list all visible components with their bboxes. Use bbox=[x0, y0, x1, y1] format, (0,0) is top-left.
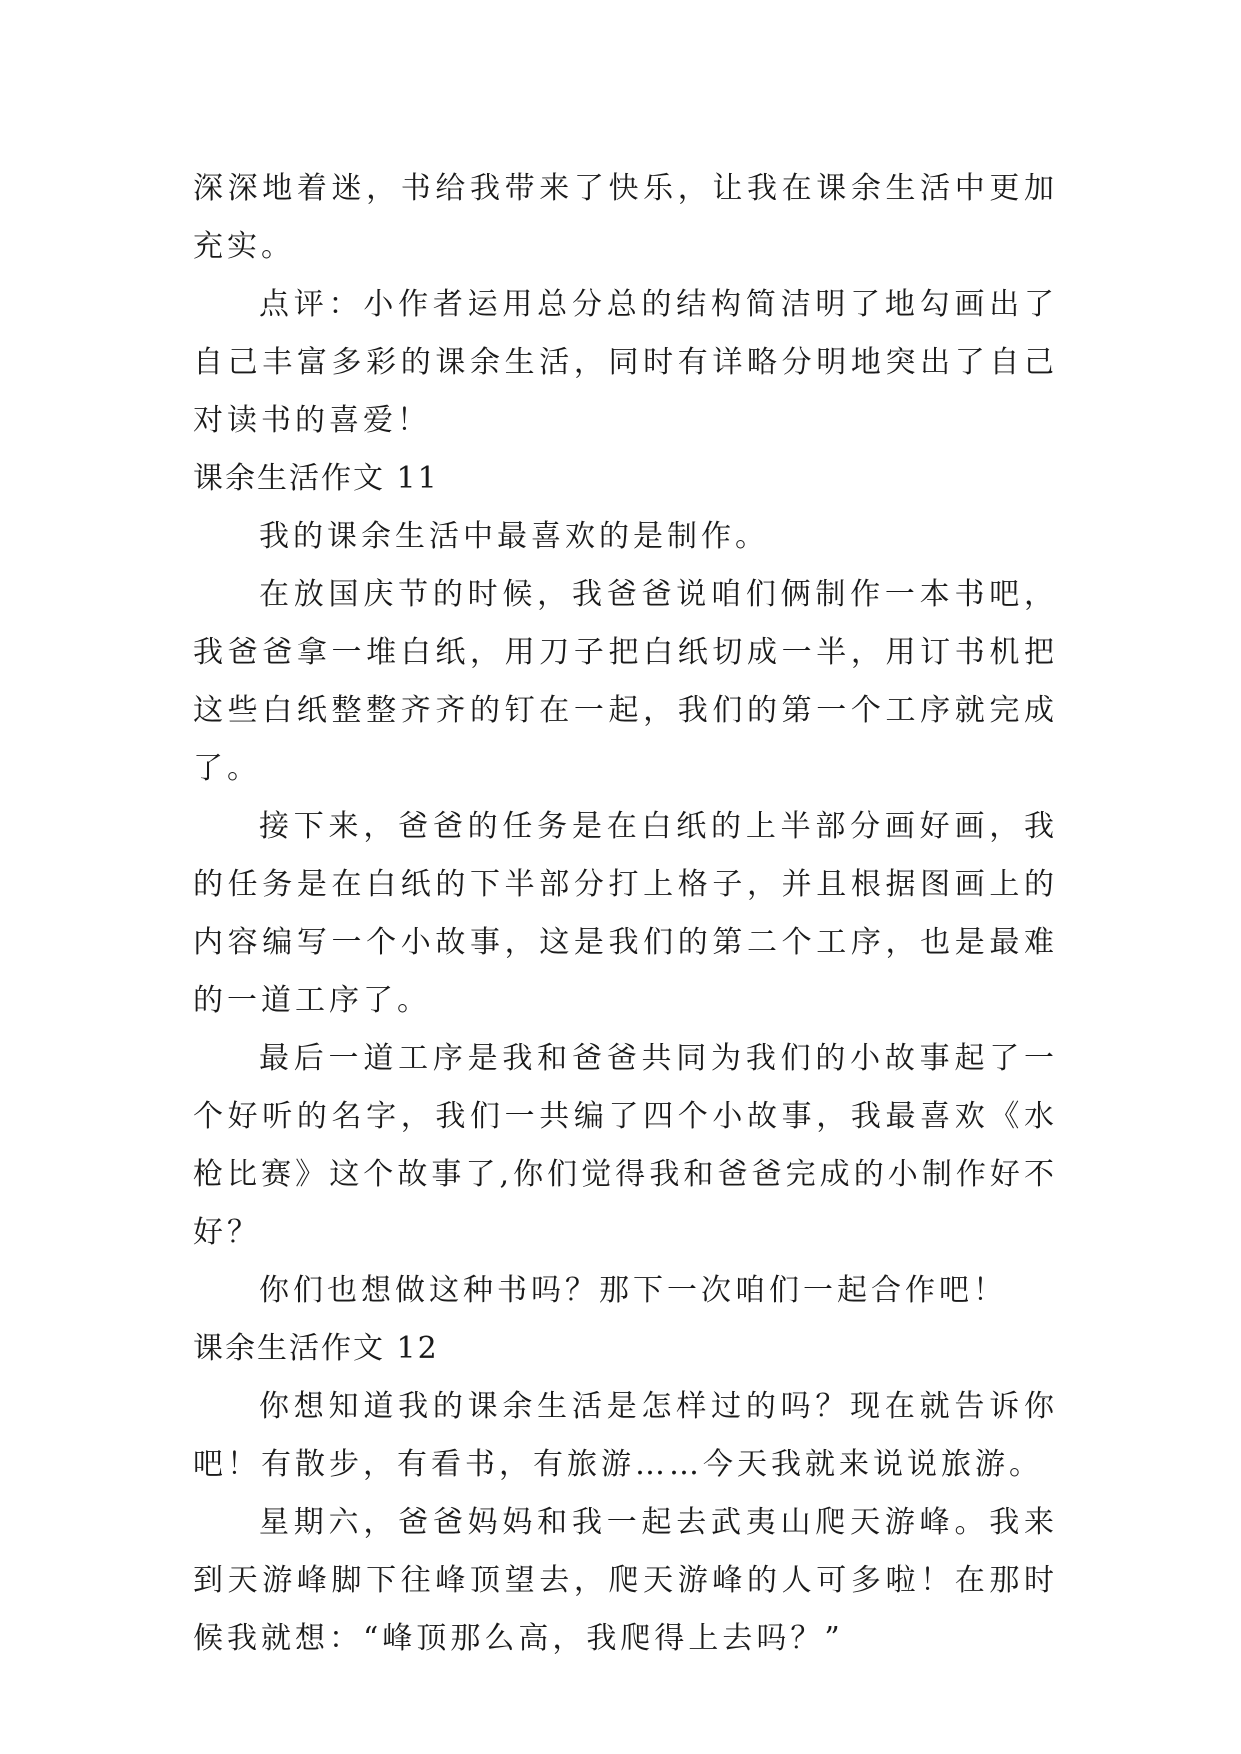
paragraph: 接下来，爸爸的任务是在白纸的上半部分画好画，我的任务是在白纸的下半部分打上格子，并且根据图画上的内容编写一个小故事，这是我们的第二个工序，也是最难的一道工序了。 bbox=[193, 809, 1058, 1018]
paragraph: 星期六，爸爸妈妈和我一起去武夷山爬天游峰。我来到天游峰脚下往峰顶望去，爬天游峰的人可多啦！在那时候我就想：“峰顶那么高，我爬得上去吗？” bbox=[193, 1505, 1058, 1656]
document-body bbox=[193, 160, 1058, 1668]
paragraph: 你想知道我的课余生活是怎样过的吗？现在就告诉你吧！有散步，有看书，有旅游……今天我就来说说旅游。 bbox=[193, 1389, 1058, 1482]
paragraph: 在放国庆节的时候，我爸爸说咱们俩制作一本书吧，我爸爸拿一堆白纸，用刀子把白纸切成一半，用订书机把这些白纸整整齐齐的钉在一起，我们的第一个工序就完成了。 bbox=[193, 577, 1058, 786]
section-heading: 课余生活作文 11 bbox=[193, 461, 439, 496]
paragraph: 点评：小作者运用总分总的结构简洁明了地勾画出了自己丰富多彩的课余生活，同时有详略分明地突出了自己对读书的喜爱！ bbox=[193, 287, 1058, 438]
paragraph: 你们也想做这种书吗？那下一次咱们一起合作吧！ bbox=[259, 1273, 1007, 1308]
paragraph: 深深地着迷，书给我带来了快乐，让我在课余生活中更加充实。 bbox=[193, 171, 1058, 264]
paragraph: 我的课余生活中最喜欢的是制作。 bbox=[259, 519, 769, 554]
paragraph: 最后一道工序是我和爸爸共同为我们的小故事起了一个好听的名字，我们一共编了四个小故事，我最喜欢《水枪比赛》这个故事了,你们觉得我和爸爸完成的小制作好不好？ bbox=[193, 1041, 1058, 1250]
section-heading: 课余生活作文 12 bbox=[193, 1331, 439, 1366]
